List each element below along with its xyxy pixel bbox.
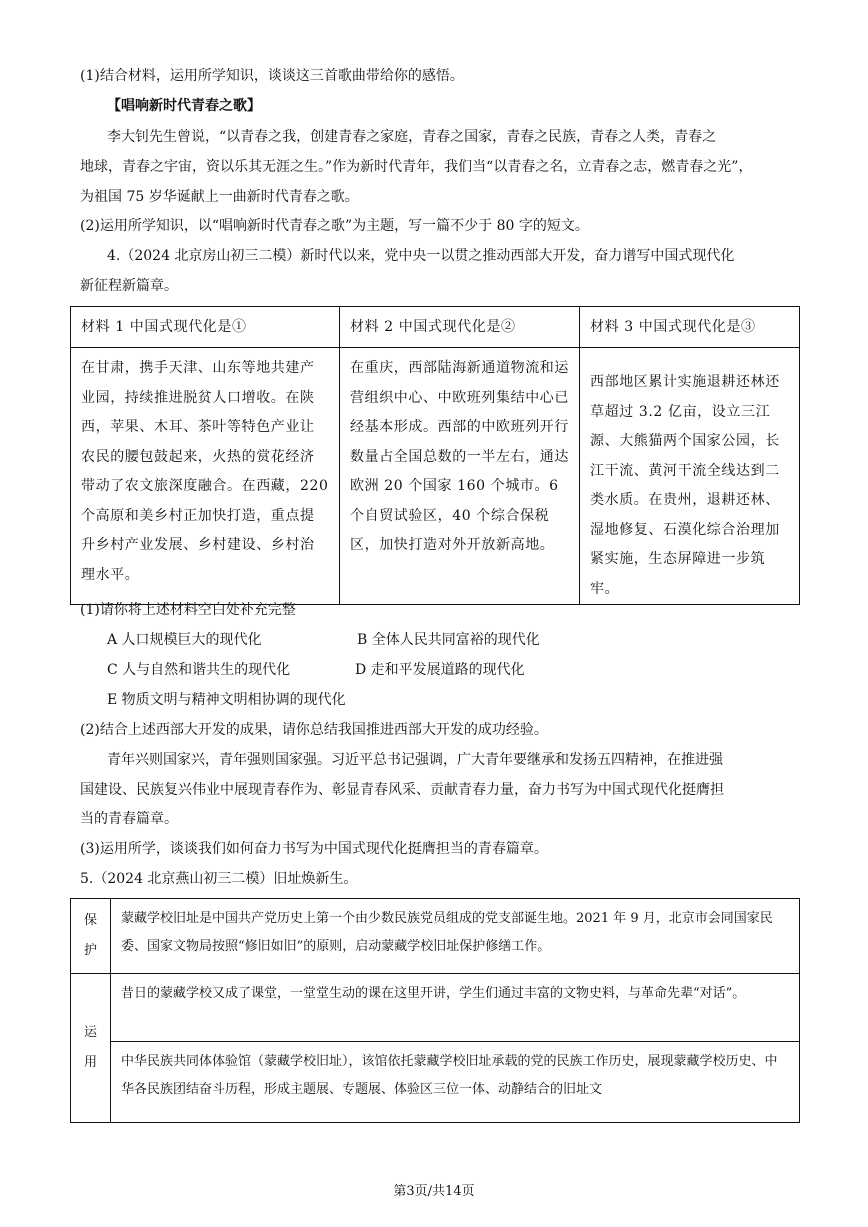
q4-sub2: (2)结合上述西部大开发的成果，请你总结我国推进西部大开发的成功经验。 <box>80 722 548 738</box>
section-heading: 【唱响新时代青春之歌】 <box>107 98 261 114</box>
use-row-2 <box>71 1042 800 1123</box>
use-text-1: 昔日的蒙藏学校又成了课堂，一堂堂生动的课在这里开讲，学生们通过丰富的文物史料，与革命先辈“对话”。 <box>111 974 800 1042</box>
material-3-text: 西部地区累计实施退耕还林还草超过 3.2 亿亩，设立三江源、大熊猫两个国家公园，长江干流、黄河干流全线达到二类水质。在贵州，退耕还林、湿地修复、石漠化综合治理加紧实施，生态屏障进一步筑牢。 <box>580 348 800 605</box>
para-youth-line-3: 当的青春篇章。 <box>80 811 178 827</box>
page-footer: 第3页/共14页 <box>393 1184 475 1199</box>
protect-text: 蒙藏学校旧址是中国共产党历史上第一个由少数民族党员组成的党支部诞生地。2021 年 9 月，北京市会同国家民委、国家文物局按照“修旧如旧”的原则，启动蒙藏学校旧址保护修缮工作。 <box>111 899 800 974</box>
q4-sub1: (1)请你将上述材料空白处补充完整 <box>80 602 296 618</box>
materials-header-row <box>71 307 800 348</box>
material-1-header: 材料 1 中国式现代化是① <box>71 307 340 348</box>
material-1-text: 在甘肃，携手天津、山东等地共建产业园，持续推进脱贫人口增收。在陕西，苹果、木耳、茶叶等特色产业让农民的腰包鼓起来，火热的赏花经济带动了农文旅深度融合。在西藏，220个高原和美乡村正加快打造，重点提升乡村产业发展、乡村建设、乡村治理水平。 <box>71 348 340 605</box>
use-label: 运 用 <box>71 974 111 1123</box>
option-d: D 走和平发展道路的现代化 <box>355 662 525 678</box>
protect-row <box>71 899 800 974</box>
option-c: C 人与自然和谐共生的现代化 <box>107 662 291 678</box>
use-row-1 <box>71 974 800 1042</box>
q4-intro-line-1: 4.（2024 北京房山初三二模）新时代以来，党中央一以贯之推动西部大开发，奋力谱写中国式现代化 <box>107 248 735 264</box>
para-li-line-3: 为祖国 75 岁华诞献上一曲新时代青春之歌。 <box>80 189 359 205</box>
q3-sub1: (1)结合材料，运用所学知识，谈谈这三首歌曲带给你的感悟。 <box>80 68 464 84</box>
option-b: B 全体人民共同富裕的现代化 <box>357 632 540 648</box>
q4-intro-line-2: 新征程新篇章。 <box>80 278 178 294</box>
materials-body-row <box>71 348 800 605</box>
material-2-header: 材料 2 中国式现代化是② <box>340 307 580 348</box>
use-text-2: 中华民族共同体体验馆（蒙藏学校旧址），该馆依托蒙藏学校旧址承载的党的民族工作历史，展现蒙藏学校历史、中华各民族团结奋斗历程，形成主题展、专题展、体验区三位一体、动静结合的旧址文 <box>111 1042 800 1123</box>
para-youth-line-2: 国建设、民族复兴伟业中展现青春作为、彰显青春风采、贡献青春力量，奋力书写为中国式现代化挺膺担 <box>80 782 724 798</box>
para-li-line-1: 李大钊先生曾说，“以青春之我，创建青春之家庭，青春之国家，青春之民族，青春之人类，青春之 <box>107 129 717 145</box>
material-3-header: 材料 3 中国式现代化是③ <box>580 307 800 348</box>
protect-label: 保 护 <box>71 899 111 974</box>
q3-sub2: (2)运用所学知识，以“唱响新时代青春之歌”为主题，写一篇不少于 80 字的短文。 <box>80 218 589 234</box>
option-e: E 物质文明与精神文明相协调的现代化 <box>107 692 346 708</box>
q4-sub3: (3)运用所学，谈谈我们如何奋力书写为中国式现代化挺膺担当的青春篇章。 <box>80 841 548 857</box>
materials-table <box>70 306 800 605</box>
para-li-line-2: 地球，青春之宇宙，资以乐其无涯之生。”作为新时代青年，我们当“以青春之名，立青春之志，燃青春之光”， <box>80 159 753 175</box>
para-youth-line-1: 青年兴则国家兴，青年强则国家强。习近平总书记强调，广大青年要继承和发扬五四精神，在推进强 <box>107 752 723 768</box>
old-site-table <box>70 898 800 1123</box>
material-2-text: 在重庆，西部陆海新通道物流和运营组织中心、中欧班列集结中心已经基本形成。西部的中欧班列开行数量占全国总数的一半左右，通达欧洲 20 个国家 160 个城市。6 个自贸试验区，40 个综合保税区，加快打造对外开放新高地。 <box>340 348 580 605</box>
option-a: A 人口规模巨大的现代化 <box>107 632 262 648</box>
q5-intro: 5.（2024 北京燕山初三二模）旧址焕新生。 <box>80 871 358 887</box>
